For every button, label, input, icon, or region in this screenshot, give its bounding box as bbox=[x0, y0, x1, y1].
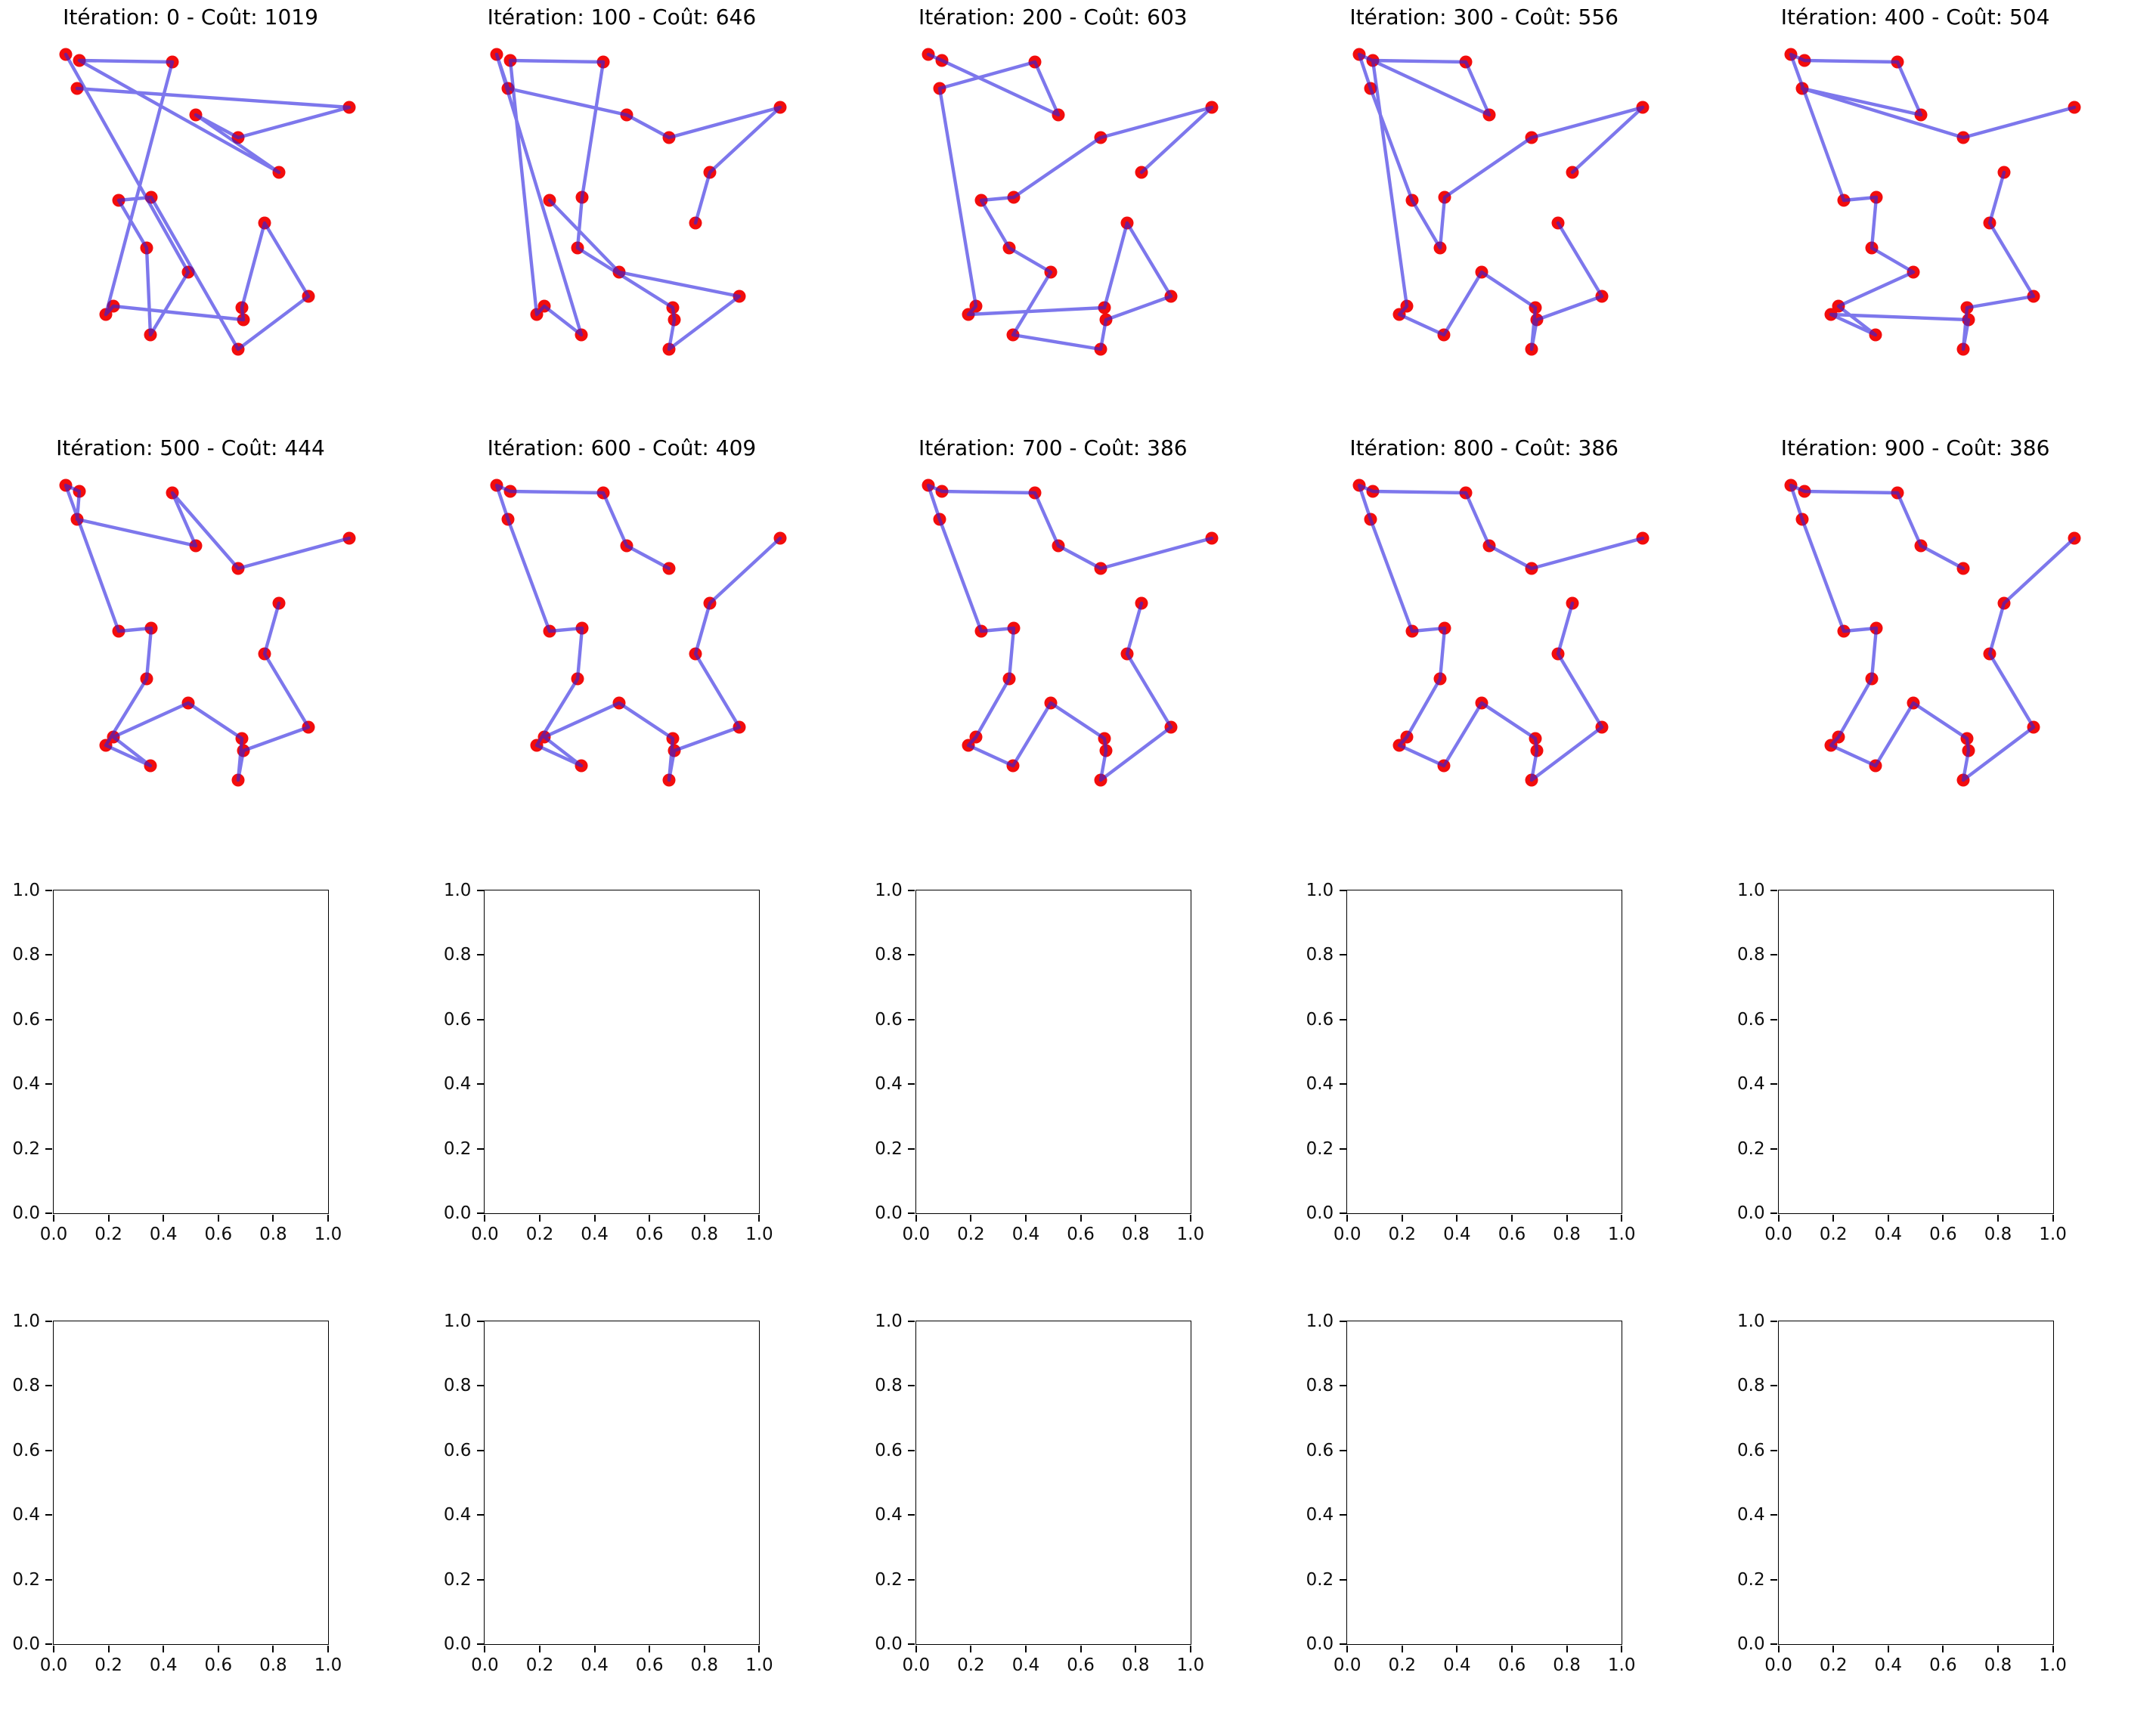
y-tick-label: 0.0 bbox=[12, 1634, 40, 1654]
y-tick-label: 0.8 bbox=[875, 1376, 903, 1396]
y-tick-label: 0.0 bbox=[443, 1634, 472, 1654]
y-tick-mark bbox=[477, 890, 484, 891]
empty-subplot bbox=[12, 1312, 342, 1675]
y-tick-label: 0.2 bbox=[1737, 1138, 1765, 1159]
x-tick-mark bbox=[1621, 1215, 1622, 1222]
tour-plot bbox=[1766, 461, 2114, 816]
y-tick-mark bbox=[1770, 1643, 1777, 1645]
x-tick-label: 0.2 bbox=[1819, 1655, 1848, 1675]
x-tick-label: 0.8 bbox=[1984, 1655, 2012, 1675]
empty-subplot bbox=[443, 881, 773, 1244]
x-tick-label: 0.8 bbox=[690, 1655, 719, 1675]
x-tick-label: 0.8 bbox=[1984, 1225, 2012, 1244]
y-tick-label: 0.2 bbox=[12, 1138, 40, 1159]
y-tick-mark bbox=[477, 1450, 484, 1451]
y-tick-label: 0.4 bbox=[875, 1505, 903, 1525]
y-tick-label: 0.4 bbox=[443, 1074, 472, 1095]
y-tick-mark bbox=[477, 1643, 484, 1645]
y-tick-label: 1.0 bbox=[1306, 881, 1334, 900]
y-tick-mark bbox=[45, 1321, 52, 1322]
y-tick-label: 0.0 bbox=[875, 1634, 903, 1654]
y-tick-label: 0.0 bbox=[1737, 1203, 1765, 1223]
x-tick-mark bbox=[1888, 1646, 1889, 1652]
y-tick-mark bbox=[45, 1514, 52, 1516]
subplot-title: Itération: 300 - Coût: 556 bbox=[1349, 5, 1619, 29]
x-tick-label: 0.8 bbox=[1553, 1655, 1581, 1675]
subplot-title: Itération: 600 - Coût: 409 bbox=[487, 435, 757, 460]
x-tick-label: 0.8 bbox=[1121, 1655, 1150, 1675]
subplot-title: Itération: 200 - Coût: 603 bbox=[918, 5, 1188, 29]
x-tick-label: 1.0 bbox=[1607, 1225, 1636, 1244]
subplot-title: Itération: 100 - Coût: 646 bbox=[487, 5, 757, 29]
x-tick-mark bbox=[539, 1215, 541, 1222]
y-tick-mark bbox=[45, 1643, 52, 1645]
y-tick-mark bbox=[1770, 1019, 1777, 1020]
x-tick-mark bbox=[108, 1215, 110, 1222]
y-tick-label: 0.6 bbox=[443, 1009, 472, 1030]
y-tick-label: 0.8 bbox=[443, 1376, 472, 1396]
x-tick-label: 0.0 bbox=[1333, 1655, 1361, 1675]
subplot-title: Itération: 700 - Coût: 386 bbox=[918, 435, 1188, 460]
tour-plot bbox=[1766, 30, 2114, 386]
x-tick-label: 0.2 bbox=[525, 1225, 554, 1244]
y-tick-mark bbox=[908, 1019, 915, 1020]
y-tick-mark bbox=[477, 1083, 484, 1085]
y-tick-mark bbox=[908, 1450, 915, 1451]
empty-subplot bbox=[1306, 881, 1636, 1244]
y-tick-mark bbox=[908, 1579, 915, 1581]
tsp-subplot bbox=[472, 5, 819, 386]
y-tick-mark bbox=[1340, 1321, 1346, 1322]
x-tick-mark bbox=[1621, 1646, 1622, 1652]
y-tick-mark bbox=[45, 1212, 52, 1214]
x-tick-label: 0.6 bbox=[1929, 1655, 1957, 1675]
x-tick-mark bbox=[53, 1215, 54, 1222]
y-tick-label: 0.0 bbox=[1306, 1203, 1334, 1223]
y-tick-mark bbox=[477, 1148, 484, 1150]
y-tick-label: 0.2 bbox=[443, 1569, 472, 1590]
x-tick-label: 0.6 bbox=[635, 1225, 664, 1244]
x-tick-label: 0.4 bbox=[581, 1225, 609, 1244]
y-tick-mark bbox=[1770, 954, 1777, 955]
y-tick-label: 0.0 bbox=[12, 1203, 40, 1223]
x-tick-mark bbox=[218, 1646, 219, 1652]
x-tick-label: 0.0 bbox=[902, 1655, 931, 1675]
y-tick-label: 0.8 bbox=[875, 945, 903, 965]
y-tick-label: 0.6 bbox=[1737, 1440, 1765, 1460]
y-tick-label: 1.0 bbox=[1737, 881, 1765, 900]
x-tick-mark bbox=[1080, 1215, 1082, 1222]
tsp-subplot bbox=[1334, 5, 1682, 386]
x-tick-label: 0.8 bbox=[1553, 1225, 1581, 1244]
tour-plot bbox=[41, 461, 389, 816]
y-tick-mark bbox=[1770, 1385, 1777, 1386]
x-tick-label: 0.2 bbox=[1388, 1655, 1417, 1675]
y-tick-mark bbox=[45, 1083, 52, 1085]
tour-plot bbox=[903, 461, 1251, 816]
x-tick-mark bbox=[1778, 1215, 1780, 1222]
y-tick-mark bbox=[1770, 1148, 1777, 1150]
y-tick-mark bbox=[45, 890, 52, 891]
y-tick-label: 1.0 bbox=[875, 1312, 903, 1331]
x-tick-mark bbox=[758, 1646, 760, 1652]
tsp-subplot bbox=[41, 5, 389, 386]
x-tick-mark bbox=[1778, 1646, 1780, 1652]
empty-subplot bbox=[1737, 881, 2067, 1244]
y-tick-mark bbox=[1340, 1148, 1346, 1150]
y-tick-mark bbox=[45, 1019, 52, 1020]
x-tick-label: 0.4 bbox=[149, 1225, 178, 1244]
y-tick-label: 1.0 bbox=[12, 881, 40, 900]
x-tick-label: 0.2 bbox=[957, 1655, 985, 1675]
x-tick-mark bbox=[327, 1215, 329, 1222]
y-tick-label: 1.0 bbox=[1737, 1312, 1765, 1331]
x-tick-mark bbox=[649, 1646, 650, 1652]
y-tick-mark bbox=[477, 1385, 484, 1386]
y-tick-label: 0.4 bbox=[12, 1505, 40, 1525]
tour-plot bbox=[1334, 461, 1682, 816]
y-tick-mark bbox=[1340, 1019, 1346, 1020]
x-tick-label: 0.6 bbox=[1498, 1655, 1526, 1675]
x-tick-mark bbox=[1566, 1646, 1568, 1652]
x-tick-label: 0.4 bbox=[1874, 1655, 1903, 1675]
y-tick-mark bbox=[1770, 1450, 1777, 1451]
x-tick-mark bbox=[1511, 1646, 1513, 1652]
x-tick-mark bbox=[1566, 1215, 1568, 1222]
y-tick-label: 0.2 bbox=[1737, 1569, 1765, 1590]
x-tick-label: 0.4 bbox=[1011, 1655, 1040, 1675]
y-tick-mark bbox=[908, 1514, 915, 1516]
x-tick-label: 1.0 bbox=[1176, 1225, 1205, 1244]
x-tick-mark bbox=[1080, 1646, 1082, 1652]
y-tick-mark bbox=[1340, 1579, 1346, 1581]
x-tick-label: 0.6 bbox=[1929, 1225, 1957, 1244]
x-tick-label: 1.0 bbox=[745, 1655, 773, 1675]
y-tick-mark bbox=[1770, 1321, 1777, 1322]
x-tick-label: 0.6 bbox=[1067, 1655, 1095, 1675]
empty-subplot bbox=[443, 1312, 773, 1675]
tsp-subplot bbox=[1766, 5, 2114, 386]
x-tick-label: 0.2 bbox=[525, 1655, 554, 1675]
x-tick-mark bbox=[2052, 1215, 2054, 1222]
y-tick-label: 0.8 bbox=[12, 945, 40, 965]
tour-plot bbox=[472, 461, 819, 816]
empty-subplot bbox=[875, 1312, 1205, 1675]
x-tick-mark bbox=[1997, 1646, 1999, 1652]
x-tick-label: 1.0 bbox=[2039, 1655, 2067, 1675]
x-tick-label: 1.0 bbox=[314, 1655, 342, 1675]
x-tick-mark bbox=[915, 1646, 917, 1652]
y-tick-mark bbox=[1340, 1514, 1346, 1516]
x-tick-mark bbox=[218, 1215, 219, 1222]
x-tick-mark bbox=[1190, 1215, 1191, 1222]
y-tick-label: 0.2 bbox=[1306, 1569, 1334, 1590]
x-tick-mark bbox=[1456, 1215, 1457, 1222]
x-tick-mark bbox=[594, 1215, 596, 1222]
x-tick-label: 0.6 bbox=[635, 1655, 664, 1675]
x-tick-label: 0.0 bbox=[902, 1225, 931, 1244]
tsp-subplot bbox=[903, 435, 1251, 816]
x-tick-mark bbox=[163, 1646, 164, 1652]
y-tick-mark bbox=[1770, 1212, 1777, 1214]
y-tick-mark bbox=[477, 1514, 484, 1516]
y-tick-label: 0.6 bbox=[1306, 1440, 1334, 1460]
y-tick-label: 0.2 bbox=[1306, 1138, 1334, 1159]
x-tick-mark bbox=[970, 1215, 971, 1222]
x-tick-label: 0.8 bbox=[259, 1225, 287, 1244]
y-tick-label: 0.4 bbox=[12, 1074, 40, 1095]
y-tick-label: 1.0 bbox=[875, 881, 903, 900]
x-tick-mark bbox=[1942, 1215, 1944, 1222]
x-tick-mark bbox=[594, 1646, 596, 1652]
y-tick-label: 0.2 bbox=[875, 1138, 903, 1159]
y-tick-label: 0.6 bbox=[1737, 1009, 1765, 1030]
y-tick-label: 0.4 bbox=[1306, 1074, 1334, 1095]
subplot-title: Itération: 900 - Coût: 386 bbox=[1780, 435, 2050, 460]
y-tick-mark bbox=[908, 1385, 915, 1386]
y-tick-mark bbox=[477, 1321, 484, 1322]
x-tick-mark bbox=[1511, 1215, 1513, 1222]
subplot-title: Itération: 500 - Coût: 444 bbox=[56, 435, 325, 460]
x-tick-label: 0.4 bbox=[1874, 1225, 1903, 1244]
subplot-title: Itération: 800 - Coût: 386 bbox=[1349, 435, 1619, 460]
x-tick-mark bbox=[1832, 1646, 1834, 1652]
y-tick-mark bbox=[1340, 890, 1346, 891]
tour-plot bbox=[472, 30, 819, 386]
y-tick-label: 0.4 bbox=[1737, 1505, 1765, 1525]
x-tick-mark bbox=[1135, 1646, 1136, 1652]
y-tick-label: 1.0 bbox=[12, 1312, 40, 1331]
tour-plot bbox=[1334, 30, 1682, 386]
x-tick-mark bbox=[272, 1646, 274, 1652]
x-tick-label: 0.6 bbox=[1067, 1225, 1095, 1244]
x-tick-label: 1.0 bbox=[1176, 1655, 1205, 1675]
y-tick-mark bbox=[908, 1321, 915, 1322]
x-tick-label: 0.2 bbox=[1388, 1225, 1417, 1244]
y-tick-mark bbox=[45, 1450, 52, 1451]
y-tick-mark bbox=[477, 1019, 484, 1020]
y-tick-label: 0.6 bbox=[12, 1009, 40, 1030]
x-tick-mark bbox=[1888, 1215, 1889, 1222]
y-tick-mark bbox=[1340, 954, 1346, 955]
x-tick-mark bbox=[704, 1215, 705, 1222]
x-tick-label: 0.4 bbox=[581, 1655, 609, 1675]
y-tick-label: 0.6 bbox=[875, 1440, 903, 1460]
y-tick-mark bbox=[908, 890, 915, 891]
x-tick-label: 1.0 bbox=[314, 1225, 342, 1244]
x-tick-label: 0.2 bbox=[1819, 1225, 1848, 1244]
y-tick-label: 0.6 bbox=[12, 1440, 40, 1460]
x-tick-mark bbox=[108, 1646, 110, 1652]
tsp-subplot bbox=[1334, 435, 1682, 816]
x-tick-mark bbox=[1456, 1646, 1457, 1652]
x-tick-mark bbox=[484, 1646, 485, 1652]
y-tick-label: 0.4 bbox=[1306, 1505, 1334, 1525]
x-tick-label: 0.0 bbox=[1333, 1225, 1361, 1244]
x-tick-label: 0.8 bbox=[690, 1225, 719, 1244]
x-tick-mark bbox=[484, 1215, 485, 1222]
y-tick-mark bbox=[1340, 1385, 1346, 1386]
x-tick-mark bbox=[1402, 1215, 1403, 1222]
tsp-subplot bbox=[472, 435, 819, 816]
x-tick-label: 1.0 bbox=[745, 1225, 773, 1244]
y-tick-label: 0.8 bbox=[1306, 945, 1334, 965]
y-tick-label: 0.0 bbox=[875, 1203, 903, 1223]
tsp-subplot bbox=[41, 435, 389, 816]
y-tick-label: 0.2 bbox=[12, 1569, 40, 1590]
empty-subplot bbox=[1306, 1312, 1636, 1675]
x-tick-label: 0.8 bbox=[259, 1655, 287, 1675]
y-tick-mark bbox=[477, 954, 484, 955]
y-tick-label: 0.4 bbox=[443, 1505, 472, 1525]
y-tick-mark bbox=[1770, 1083, 1777, 1085]
y-tick-mark bbox=[1340, 1212, 1346, 1214]
x-tick-label: 1.0 bbox=[1607, 1655, 1636, 1675]
x-tick-mark bbox=[915, 1215, 917, 1222]
x-tick-mark bbox=[163, 1215, 164, 1222]
y-tick-mark bbox=[45, 1579, 52, 1581]
x-tick-mark bbox=[970, 1646, 971, 1652]
y-tick-mark bbox=[45, 954, 52, 955]
x-tick-label: 0.4 bbox=[1011, 1225, 1040, 1244]
y-tick-mark bbox=[908, 1643, 915, 1645]
x-tick-label: 0.0 bbox=[1764, 1655, 1792, 1675]
x-tick-mark bbox=[539, 1646, 541, 1652]
tsp-subplot bbox=[903, 5, 1251, 386]
x-tick-label: 0.8 bbox=[1121, 1225, 1150, 1244]
x-tick-label: 0.4 bbox=[1443, 1655, 1471, 1675]
y-tick-label: 0.6 bbox=[1306, 1009, 1334, 1030]
empty-subplot bbox=[875, 881, 1205, 1244]
y-tick-label: 0.6 bbox=[443, 1440, 472, 1460]
y-tick-label: 0.8 bbox=[1737, 1376, 1765, 1396]
x-tick-label: 0.6 bbox=[204, 1655, 233, 1675]
x-tick-mark bbox=[1025, 1215, 1027, 1222]
x-tick-label: 1.0 bbox=[2039, 1225, 2067, 1244]
x-tick-mark bbox=[704, 1646, 705, 1652]
x-tick-mark bbox=[272, 1215, 274, 1222]
x-tick-label: 0.4 bbox=[149, 1655, 178, 1675]
y-tick-label: 0.0 bbox=[443, 1203, 472, 1223]
y-tick-mark bbox=[908, 1212, 915, 1214]
empty-subplot bbox=[1737, 1312, 2067, 1675]
y-tick-label: 0.0 bbox=[1737, 1634, 1765, 1654]
empty-subplot bbox=[12, 881, 342, 1244]
y-tick-label: 1.0 bbox=[443, 1312, 472, 1331]
y-tick-mark bbox=[908, 1083, 915, 1085]
y-tick-mark bbox=[908, 954, 915, 955]
x-tick-mark bbox=[53, 1646, 54, 1652]
x-tick-label: 0.6 bbox=[1498, 1225, 1526, 1244]
x-tick-mark bbox=[649, 1215, 650, 1222]
y-tick-mark bbox=[477, 1212, 484, 1214]
y-tick-label: 0.8 bbox=[443, 945, 472, 965]
x-tick-label: 0.0 bbox=[471, 1225, 499, 1244]
tsp-subplot bbox=[1766, 435, 2114, 816]
y-tick-label: 1.0 bbox=[443, 881, 472, 900]
x-tick-mark bbox=[1135, 1215, 1136, 1222]
tour-plot bbox=[903, 30, 1251, 386]
x-tick-label: 0.6 bbox=[204, 1225, 233, 1244]
y-tick-mark bbox=[1770, 1514, 1777, 1516]
y-tick-mark bbox=[45, 1148, 52, 1150]
x-tick-label: 0.0 bbox=[39, 1655, 68, 1675]
y-tick-label: 0.2 bbox=[875, 1569, 903, 1590]
x-tick-mark bbox=[327, 1646, 329, 1652]
x-tick-mark bbox=[1346, 1646, 1348, 1652]
y-tick-label: 0.4 bbox=[875, 1074, 903, 1095]
subplot-title: Itération: 0 - Coût: 1019 bbox=[63, 5, 318, 29]
y-tick-label: 1.0 bbox=[1306, 1312, 1334, 1331]
subplot-title: Itération: 400 - Coût: 504 bbox=[1780, 5, 2050, 29]
y-tick-mark bbox=[1340, 1450, 1346, 1451]
x-tick-label: 0.4 bbox=[1443, 1225, 1471, 1244]
y-tick-mark bbox=[477, 1579, 484, 1581]
y-tick-label: 0.8 bbox=[12, 1376, 40, 1396]
y-tick-label: 0.2 bbox=[443, 1138, 472, 1159]
x-tick-mark bbox=[758, 1215, 760, 1222]
x-tick-mark bbox=[1190, 1646, 1191, 1652]
x-tick-mark bbox=[2052, 1646, 2054, 1652]
y-tick-mark bbox=[1770, 890, 1777, 891]
x-tick-label: 0.0 bbox=[471, 1655, 499, 1675]
tour-plot bbox=[41, 30, 389, 386]
x-tick-mark bbox=[1832, 1215, 1834, 1222]
x-tick-label: 0.2 bbox=[957, 1225, 985, 1244]
y-tick-label: 0.4 bbox=[1737, 1074, 1765, 1095]
y-tick-label: 0.0 bbox=[1306, 1634, 1334, 1654]
y-tick-mark bbox=[1770, 1579, 1777, 1581]
x-tick-label: 0.0 bbox=[39, 1225, 68, 1244]
y-tick-mark bbox=[908, 1148, 915, 1150]
x-tick-mark bbox=[1942, 1646, 1944, 1652]
x-tick-label: 0.2 bbox=[94, 1225, 122, 1244]
y-tick-mark bbox=[1340, 1083, 1346, 1085]
x-tick-mark bbox=[1025, 1646, 1027, 1652]
tour-path bbox=[66, 54, 349, 349]
x-tick-mark bbox=[1997, 1215, 1999, 1222]
x-tick-label: 0.0 bbox=[1764, 1225, 1792, 1244]
y-tick-label: 0.6 bbox=[875, 1009, 903, 1030]
x-tick-label: 0.2 bbox=[94, 1655, 122, 1675]
x-tick-mark bbox=[1346, 1215, 1348, 1222]
y-tick-mark bbox=[1340, 1643, 1346, 1645]
x-tick-mark bbox=[1402, 1646, 1403, 1652]
y-tick-mark bbox=[45, 1385, 52, 1386]
y-tick-label: 0.8 bbox=[1306, 1376, 1334, 1396]
y-tick-label: 0.8 bbox=[1737, 945, 1765, 965]
